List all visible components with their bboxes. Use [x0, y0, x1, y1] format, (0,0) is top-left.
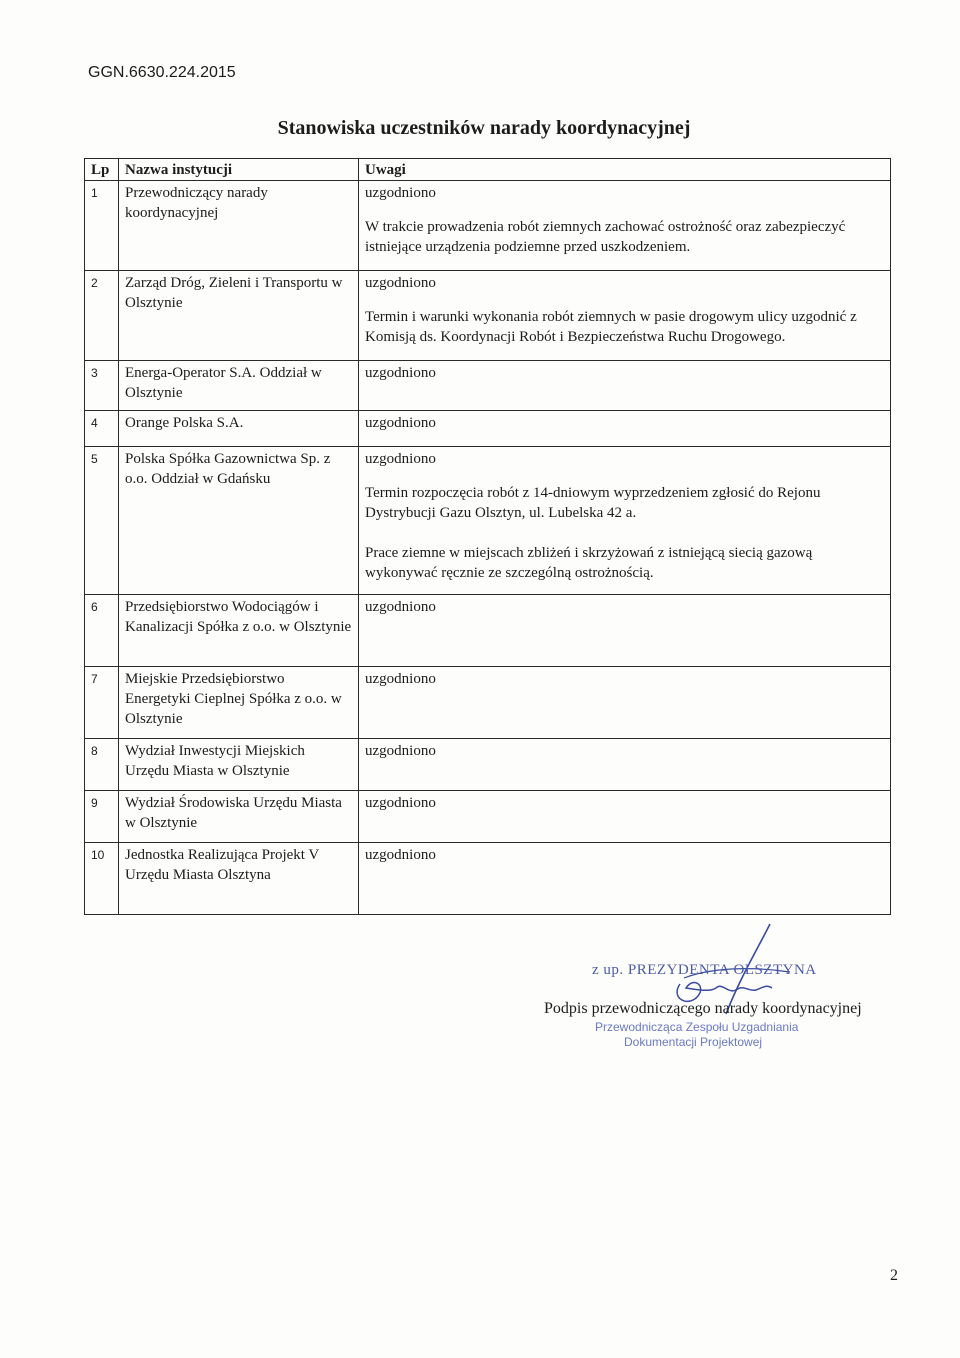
header-lp: Lp — [85, 159, 119, 181]
row-status: uzgodniono — [365, 599, 436, 615]
row-remarks — [359, 411, 891, 447]
row-status: uzgodniono — [365, 743, 436, 759]
row-remarks — [359, 843, 891, 915]
row-remarks — [359, 791, 891, 843]
row-institution-name: Zarząd Dróg, Zieleni i Transportu w Olsztynie — [119, 271, 359, 361]
row-note: Termin rozpoczęcia robót z 14-dniowym wyprzedzeniem zgłosić do Rejonu Dystrybucji Gazu Olsztyn, ul. Lubelska 42 a. — [365, 485, 821, 521]
row-lp: 9 — [85, 791, 119, 843]
row-remarks — [359, 667, 891, 739]
header-remarks: Uwagi — [359, 159, 891, 181]
participants-table — [84, 158, 891, 915]
row-lp: 10 — [85, 843, 119, 915]
page-title: Stanowiska uczestników narady koordynacyjnej — [277, 117, 691, 139]
table-row — [85, 739, 891, 791]
row-status: uzgodniono — [365, 415, 436, 431]
row-status: uzgodniono — [365, 365, 436, 381]
table-row — [85, 843, 891, 915]
table-row — [85, 181, 891, 271]
document-reference: GGN.6630.224.2015 — [88, 64, 236, 81]
table-row — [85, 447, 891, 595]
header-name: Nazwa instytucji — [119, 159, 359, 181]
row-status: uzgodniono — [365, 847, 436, 863]
stamp-title-line: Przewodnicząca Zespołu Uzgadniania — [595, 1020, 799, 1034]
row-institution-name: Orange Polska S.A. — [119, 411, 359, 447]
row-lp: 6 — [85, 595, 119, 667]
signature-caption: Podpis przewodniczącego narady koordynacyjnej — [544, 1000, 862, 1017]
row-remarks — [359, 595, 891, 667]
row-institution-name: Energa-Operator S.A. Oddział w Olsztynie — [119, 361, 359, 411]
row-lp: 1 — [85, 181, 119, 271]
table-row — [85, 411, 891, 447]
stamp-authority: z up. PREZYDENTA OLSZTYNA — [592, 962, 817, 978]
row-note: W trakcie prowadzenia robót ziemnych zachować ostrożność oraz zabezpieczyć istniejące urządzenia podziemne przed uszkodzeniem. — [365, 219, 846, 255]
table-row — [85, 361, 891, 411]
table-row — [85, 791, 891, 843]
row-lp: 5 — [85, 447, 119, 595]
row-note: Termin i warunki wykonania robót ziemnych w pasie drogowym ulicy uzgodnić z Komisją ds. Koordynacji Robót i Bezpieczeństwa Ruchu Drogowego. — [365, 309, 857, 345]
row-institution-name: Wydział Inwestycji Miejskich Urzędu Miasta w Olsztynie — [119, 739, 359, 791]
row-status: uzgodniono — [365, 275, 436, 291]
row-status: uzgodniono — [365, 185, 436, 201]
row-lp: 4 — [85, 411, 119, 447]
table-header-row — [85, 159, 891, 181]
row-institution-name: Przewodniczący narady koordynacyjnej — [119, 181, 359, 271]
row-remarks — [359, 271, 891, 361]
table-row — [85, 271, 891, 361]
row-institution-name: Jednostka Realizująca Projekt V Urzędu Miasta Olsztyna — [119, 843, 359, 915]
row-institution-name: Miejskie Przedsiębiorstwo Energetyki Cieplnej Spółka z o.o. w Olsztynie — [119, 667, 359, 739]
row-status: uzgodniono — [365, 671, 436, 687]
row-institution-name: Przedsiębiorstwo Wodociągów i Kanalizacji Spółka z o.o. w Olsztynie — [119, 595, 359, 667]
page-number: 2 — [890, 1267, 898, 1284]
row-remarks — [359, 361, 891, 411]
stamp-title-line-2: Dokumentacji Projektowej — [624, 1035, 763, 1049]
row-lp: 8 — [85, 739, 119, 791]
row-note: Prace ziemne w miejscach zbliżeń i skrzyżowań z istniejącą siecią gazową wykonywać ręcznie ze szczególną ostrożnością. — [365, 545, 813, 581]
row-remarks — [359, 739, 891, 791]
row-remarks — [359, 447, 891, 595]
row-lp: 2 — [85, 271, 119, 361]
row-institution-name: Polska Spółka Gazownictwa Sp. z o.o. Oddział w Gdańsku — [119, 447, 359, 595]
table-row — [85, 667, 891, 739]
row-status: uzgodniono — [365, 451, 436, 467]
table-row — [85, 595, 891, 667]
row-institution-name: Wydział Środowiska Urzędu Miasta w Olsztynie — [119, 791, 359, 843]
row-lp: 3 — [85, 361, 119, 411]
row-remarks — [359, 181, 891, 271]
row-lp: 7 — [85, 667, 119, 739]
row-status: uzgodniono — [365, 795, 436, 811]
